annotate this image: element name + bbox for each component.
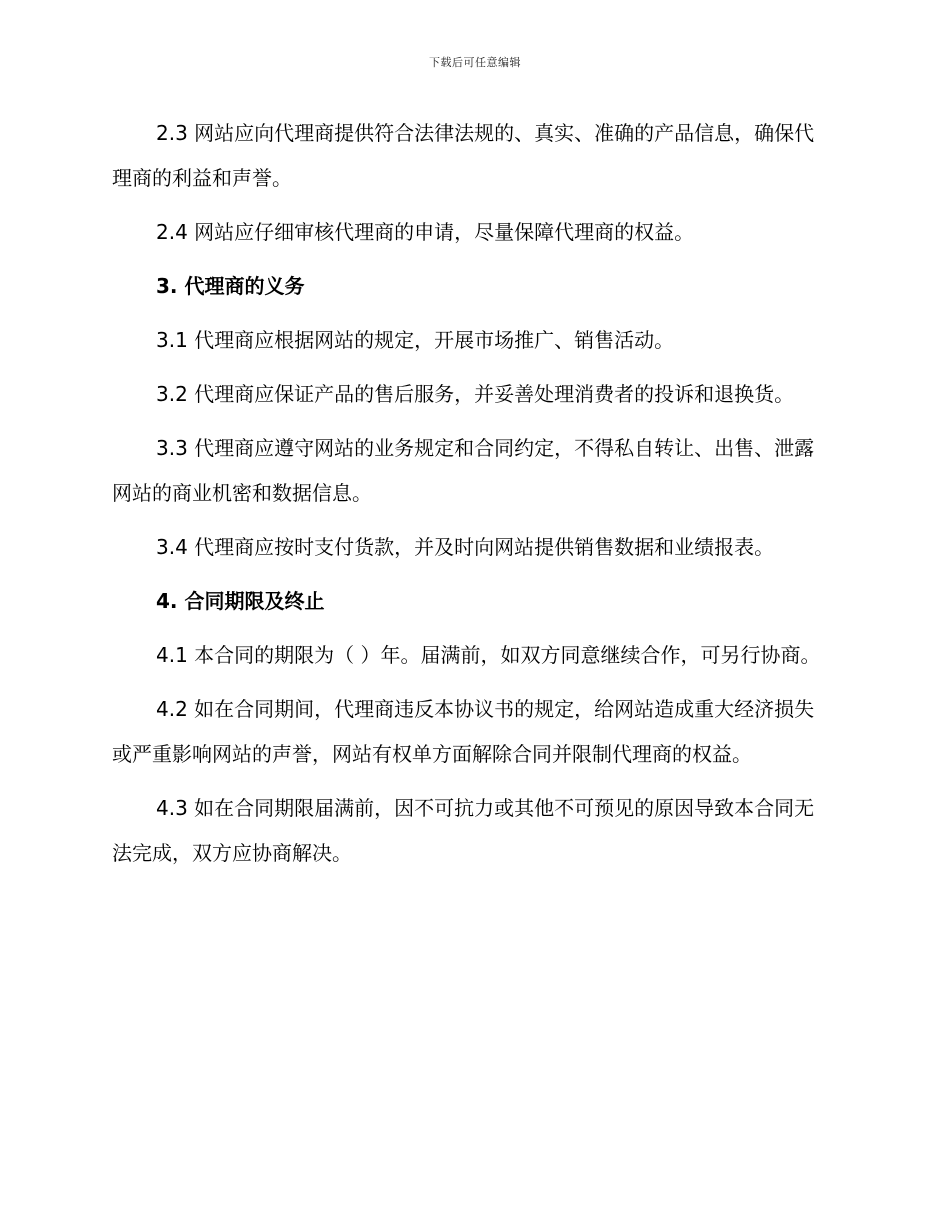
clause-3-4: 3.4 代理商应按时支付货款，并及时向网站提供销售数据和业绩报表。 [156,535,775,559]
clause-3-2: 3.2 代理商应保证产品的售后服务，并妥善处理消费者的投诉和退换货。 [156,382,795,406]
section-heading-3: 3. 代理商的义务 [156,274,305,298]
clause-4-2: 4.2 如在合同期间，代理商违反本协议书的规定，给网站造成重大经济损失或严重影响网站的声誉，网站有权单方面解除合同并限制代理商的权益。 [112,697,815,766]
document-body [112,111,832,885]
clause-3-1: 3.1 代理商应根据网站的规定，开展市场推广、销售活动。 [156,328,675,352]
clause-2-4: 2.4 网站应仔细审核代理商的申请，尽量保障代理商的权益。 [156,220,695,244]
clause-3-3: 3.3 代理商应遵守网站的业务规定和合同约定，不得私自转让、出售、泄露网站的商业机密和数据信息。 [112,436,815,505]
page-header: 下载后可任意编辑 [429,56,521,69]
clause-4-3: 4.3 如在合同期限届满前，因不可抗力或其他不可预见的原因导致本合同无法完成，双方应协商解决。 [112,796,815,865]
clause-2-3: 2.3 网站应向代理商提供符合法律法规的、真实、准确的产品信息，确保代理商的利益和声誉。 [112,121,815,190]
clause-4-1: 4.1 本合同的期限为（ ）年。届满前，如双方同意继续合作，可另行协商。 [156,643,821,667]
section-heading-4: 4. 合同期限及终止 [156,589,325,613]
